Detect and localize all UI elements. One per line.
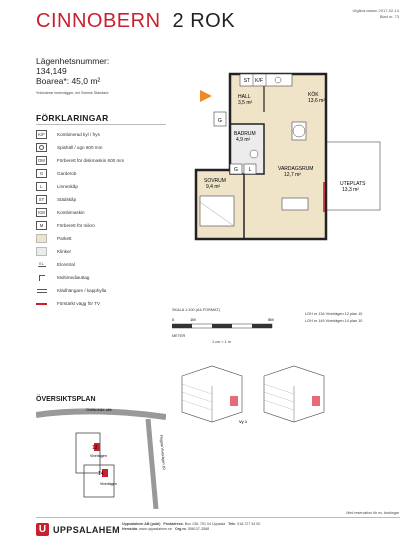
street-label-b: Viveirägen (100, 482, 117, 486)
floor-plan (192, 62, 382, 247)
living-area: Boarea*: 45,0 m² (36, 76, 101, 86)
scale-bar (172, 314, 282, 336)
building-view-b (264, 366, 324, 422)
legend-item-tv-wall (36, 298, 100, 309)
linen-closet-label: L (248, 167, 252, 173)
uppsalahem-logo (36, 523, 120, 536)
legend-label-stove: Spishäll / ugn 600 mm (57, 145, 103, 150)
sofa (282, 198, 308, 210)
living-room-name: VARDAGSRUM (278, 166, 314, 172)
org-label: Org.nr (174, 527, 186, 531)
bathroom-name: BADRUM (234, 131, 256, 137)
web-address: www.uppsalahem.se (138, 527, 172, 531)
footer-line-2: Hemsida: www.uppsalahem.se Org.nr: 556137-3588 (122, 527, 210, 531)
legend-item-electric-panel (36, 259, 75, 270)
legend-item-media-outlet (36, 272, 89, 283)
fridge-freezer-label: K/F (255, 78, 263, 84)
parquet-icon (36, 234, 47, 243)
legend-label-microwave: Förberett för mikro (57, 223, 95, 228)
phone-number: 018-727 34 00 (237, 522, 261, 526)
issue-date: Utgåva datum 2017-02-14 (352, 8, 399, 13)
scale-tick-0: 0 (172, 317, 175, 322)
street-label-gottsunda: Gottsunda allé (86, 407, 112, 412)
page-title (36, 10, 235, 33)
legend-item-tile (36, 246, 71, 257)
scale-tick-1m: 1M (190, 317, 196, 322)
dining-table (292, 122, 306, 140)
legend-label-dishwasher: Förberett för diskmaskin 600 mm (57, 158, 125, 163)
tv-wall-icon (36, 299, 47, 308)
legend-item-cleaning-closet (36, 194, 76, 205)
highlighted-apartment-b (312, 396, 320, 406)
legend-item-fridge-freezer (36, 129, 100, 140)
bed (200, 196, 234, 226)
phone-label: Tele (228, 522, 236, 526)
toilet-icon (250, 150, 258, 158)
legend-title: FÖRKLARINGAR (36, 113, 109, 123)
building-view-a (182, 366, 242, 422)
sheet-number: Blad nr. 73 (379, 14, 399, 19)
scale-unit: METER (172, 334, 186, 338)
legend-label-parquet: Parkett (57, 236, 72, 241)
tile-icon (36, 247, 47, 256)
logo-text: UPPSALAHEM (53, 524, 121, 535)
legend-label-electric-panel: Elcentral (57, 262, 75, 267)
hall-name: HALL (238, 94, 251, 100)
building-name: CINNOBERN (36, 10, 161, 32)
legend-label-fridge-freezer: Kombinerad kyl / frys (57, 132, 100, 137)
patio-area (324, 142, 380, 210)
legend-label-cleaning-closet: Städskåp (57, 197, 77, 202)
legend-label-coat-rack: Klädhängare / kapphylla (57, 288, 107, 293)
legend-item-coat-rack (36, 285, 106, 296)
legend-label-media-outlet: Multimediauttag (57, 275, 90, 280)
microwave-icon: M (36, 221, 47, 230)
postal-label: Postadress (163, 522, 183, 526)
area-footnote: *Inkluderar innervägger, enl Svensk Standard (36, 91, 109, 95)
street-label-side: Flogsta Viveirägen 10 (159, 434, 166, 470)
street-label-a: Viveirägen (90, 454, 107, 458)
legend-label-linen-closet: Linneskåp (57, 184, 78, 189)
patio-name: UTEPLATS (340, 181, 366, 187)
legend-label-tile: Klinker (57, 249, 72, 254)
scale-label: SKALA 1:100 (A4-FORMAT) (172, 308, 220, 312)
fridge-freezer-icon: K/F (36, 130, 47, 139)
legend-label-washer-dryer: Kombimaskin (57, 210, 85, 215)
wardrobe-label-hall: G (218, 118, 222, 124)
legend-item-stove (36, 142, 102, 153)
legend-item-parquet (36, 233, 72, 244)
legend-item-microwave (36, 220, 95, 231)
view-1-label: Vy 1 (239, 419, 248, 424)
footer-divider (36, 517, 400, 518)
kitchen-name: KÖK (308, 92, 319, 98)
reservation-note: Med reservation för ev. ändringar (346, 511, 399, 515)
lgh-row-134: LGH nr 134 Viveirägen 12 plan 10 (305, 312, 363, 316)
legend-item-dishwasher (36, 155, 124, 166)
wardrobe-icon: G (36, 169, 47, 178)
company-footer (122, 522, 260, 532)
legend-label-tv-wall: Förstärkt vägg för TV (57, 301, 101, 306)
org-number: 556137-3588 (187, 527, 210, 531)
hall-area: 3,5 m² (238, 100, 253, 106)
web-label: Hemsida (122, 527, 137, 531)
wardrobe-label-bedroom: G (234, 167, 238, 173)
electric-panel-icon: EL (36, 260, 47, 269)
living-room-area: 12,7 m² (284, 172, 301, 178)
apartment-numbers: 134,149 (36, 66, 67, 76)
stove-icon (36, 143, 47, 152)
legend-label-wardrobe: Garderob (57, 171, 77, 176)
apartment-number-label: Lägenhetsnummer: (36, 56, 110, 66)
building-views (172, 358, 332, 426)
cleaning-closet-icon: ST (36, 195, 47, 204)
bathroom-area: 4,9 m² (236, 137, 251, 143)
building-label-12: 12 (92, 445, 98, 451)
dishwasher-icon: DM (36, 156, 47, 165)
logo-icon: U (36, 523, 49, 536)
scale-tick-5m: 5M (268, 317, 274, 322)
legend-divider (36, 124, 166, 125)
highlighted-apartment-a (230, 396, 238, 406)
kitchen-area: 13,6 m² (308, 98, 325, 104)
company-name: Uppsalahem AB (publ) (122, 522, 161, 526)
media-outlet-icon (36, 273, 47, 282)
scale-unit-note: 1 cm = 1 m (212, 340, 231, 344)
building-label-14: 14 (98, 471, 104, 477)
legend-item-washer-dryer (36, 207, 85, 218)
linen-closet-icon: L (36, 182, 47, 191)
overview-title: ÖVERSIKTSPLAN (36, 396, 96, 403)
washer-dryer-icon: KM (36, 208, 47, 217)
coat-rack-icon (36, 286, 47, 295)
lgh-row-149: LGH nr 149 Viveirägen 14 plan 10 (305, 319, 363, 323)
legend-item-linen-closet (36, 181, 78, 192)
patio-area-label: 13,3 m² (342, 187, 359, 193)
bedroom-area: 9,4 m² (206, 184, 221, 190)
site-plan (36, 405, 166, 509)
footer-line-1: Uppsalahem AB (publ) Postadress: Box 136, 751 04 Uppsala Tele: 018-727 34 00 (122, 522, 261, 526)
cleaning-closet-label: ST (243, 78, 251, 84)
entrance-arrow-icon (200, 90, 212, 102)
legend-item-wardrobe (36, 168, 76, 179)
room-count: 2 ROK (172, 10, 236, 32)
bedroom-name: SOVRUM (204, 178, 226, 184)
postal-address: Box 136, 751 04 Uppsala (184, 522, 226, 526)
